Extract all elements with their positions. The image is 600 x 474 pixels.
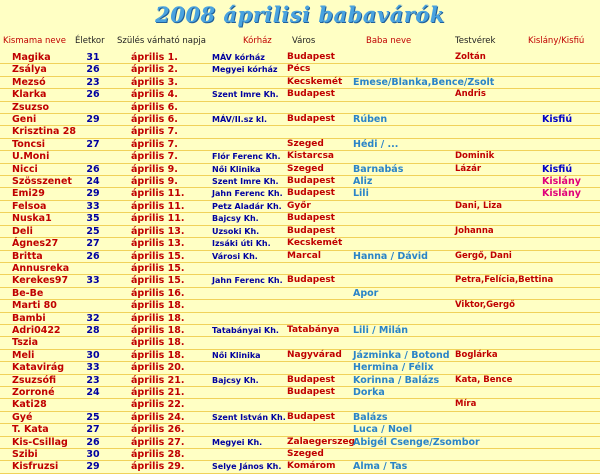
table-row xyxy=(0,139,600,151)
cell-city: Szeged xyxy=(287,163,324,174)
cell-baby: Hédi / ... xyxy=(353,138,399,150)
cell-hospital: Jahn Ferenc Kh. xyxy=(212,189,283,199)
cell-city: Szeged xyxy=(287,449,324,459)
cell-age: 29 xyxy=(86,461,100,473)
cell-city: Budapest xyxy=(287,52,335,62)
cell-name: Kisfruzsi xyxy=(12,461,59,473)
cell-hospital: Szent István Kh. xyxy=(212,412,286,422)
cell-baby: Lili xyxy=(353,188,369,200)
cell-hospital: Bajcsy Kh. xyxy=(212,214,259,224)
cell-siblings: Lázár xyxy=(455,163,482,174)
table-row xyxy=(0,126,600,138)
cell-name: Zorroné xyxy=(12,386,55,398)
cell-name: Bambi xyxy=(12,312,46,324)
cell-siblings: Kata, Bence xyxy=(455,374,513,385)
cell-date: április 27. xyxy=(131,436,185,448)
header-age: Életkor xyxy=(75,36,105,46)
cell-date: április 15. xyxy=(131,250,185,262)
cell-hospital: Szent Imre Kh. xyxy=(212,90,279,100)
cell-date: április 4. xyxy=(131,89,178,101)
cell-age: 26 xyxy=(86,436,100,448)
cell-hospital: Női Klinika xyxy=(212,350,261,360)
cell-name: Magika xyxy=(12,52,51,63)
cell-siblings: Dani, Liza xyxy=(455,200,502,211)
cell-name: Emi29 xyxy=(12,188,45,200)
cell-name: Krisztina 28 xyxy=(12,126,76,138)
table-row xyxy=(0,52,600,64)
cell-date: április 24. xyxy=(131,411,185,423)
table-row xyxy=(0,263,600,275)
cell-date: április 11. xyxy=(131,188,185,200)
cell-name: Geni xyxy=(12,114,37,126)
table-row xyxy=(0,188,600,200)
cell-name: Meli xyxy=(12,349,35,361)
table-row xyxy=(0,424,600,436)
cell-name: T. Kata xyxy=(12,424,49,436)
cell-age: 26 xyxy=(86,64,100,76)
cell-name: Katavirág xyxy=(12,362,65,374)
cell-name: Felsoa xyxy=(12,200,47,212)
cell-hospital: Szent Imre Kh. xyxy=(212,177,279,187)
cell-date: április 2. xyxy=(131,64,178,76)
table-row xyxy=(0,176,600,188)
cell-age: 35 xyxy=(86,213,100,225)
page-title: 2008 áprilisi babavárók xyxy=(155,2,445,27)
cell-baby: Apor xyxy=(353,287,379,299)
table-row xyxy=(0,89,600,101)
cell-age: 23 xyxy=(86,374,100,386)
header-baby: Baba neve xyxy=(366,36,412,46)
table-row xyxy=(0,102,600,114)
cell-baby: Hermina / Félix xyxy=(353,362,434,374)
table-row xyxy=(0,114,600,126)
table-row xyxy=(0,300,600,312)
cell-date: április 3. xyxy=(131,76,178,88)
cell-date: április 26. xyxy=(131,424,185,436)
cell-age: 27 xyxy=(86,238,100,250)
table-row xyxy=(0,251,600,263)
cell-city: Kecskemét xyxy=(287,238,343,249)
cell-age: 33 xyxy=(86,275,100,287)
cell-age: 30 xyxy=(86,349,100,361)
cell-name: Szösszenet xyxy=(12,176,72,188)
table-row xyxy=(0,151,600,163)
cell-hospital: Jahn Ferenc Kh. xyxy=(212,276,283,286)
cell-name: Toncsi xyxy=(12,138,46,150)
cell-name: U.Moni xyxy=(12,151,50,163)
cell-name: Gyé xyxy=(12,411,33,423)
cell-age: 29 xyxy=(86,188,100,200)
cell-baby: Dorka xyxy=(353,386,385,398)
cell-date: április 7. xyxy=(131,151,178,163)
cell-date: április 21. xyxy=(131,386,185,398)
cell-baby: Balázs xyxy=(353,411,388,423)
table-row xyxy=(0,201,600,213)
cell-hospital: Megyei kórház xyxy=(212,65,278,75)
table-row xyxy=(0,350,600,362)
cell-age: 29 xyxy=(86,114,100,126)
cell-age: 33 xyxy=(86,362,100,374)
cell-hospital: Uzsoki Kh. xyxy=(212,226,260,236)
header-hospital: Kórház xyxy=(243,36,272,46)
cell-date: április 18. xyxy=(131,300,185,312)
cell-city: Zalaegerszeg xyxy=(287,436,355,447)
cell-city: Budapest xyxy=(287,114,335,125)
cell-name: Be-Be xyxy=(12,287,44,299)
cell-date: április 18. xyxy=(131,324,185,336)
cell-baby: Aliz xyxy=(353,176,373,188)
cell-city: Budapest xyxy=(287,89,335,100)
cell-age: 24 xyxy=(86,386,100,398)
cell-age: 31 xyxy=(86,52,100,63)
cell-city: Komárom xyxy=(287,461,336,472)
table-row xyxy=(0,437,600,449)
cell-name: Mezsó xyxy=(12,76,46,88)
table-row xyxy=(0,387,600,399)
cell-date: április 7. xyxy=(131,138,178,150)
cell-baby: Barnabás xyxy=(353,163,404,175)
cell-siblings: Petra,Felícia,Bettina xyxy=(455,275,554,286)
cell-sex: Kisfiú xyxy=(542,114,573,126)
cell-date: április 18. xyxy=(131,349,185,361)
cell-sex: Kisfiú xyxy=(542,163,573,175)
cell-city: Kecskemét xyxy=(287,76,343,87)
cell-date: április 20. xyxy=(131,362,185,374)
cell-date: április 7. xyxy=(131,126,178,138)
table-row xyxy=(0,77,600,89)
table-body xyxy=(0,52,600,474)
cell-sex: Kislány xyxy=(542,188,581,200)
cell-age: 26 xyxy=(86,163,100,175)
cell-hospital: Bajcsy Kh. xyxy=(212,375,259,385)
cell-siblings: Johanna xyxy=(455,225,494,236)
cell-date: április 16. xyxy=(131,287,185,299)
cell-name: Marti 80 xyxy=(12,300,57,312)
cell-date: április 11. xyxy=(131,200,185,212)
cell-city: Budapest xyxy=(287,225,335,236)
cell-date: április 9. xyxy=(131,176,178,188)
cell-hospital: MÁV kórház xyxy=(212,53,265,62)
cell-age: 27 xyxy=(86,424,100,436)
cell-hospital: Petz Aladár Kh. xyxy=(212,201,282,211)
table-row xyxy=(0,288,600,300)
cell-city: Budapest xyxy=(287,374,335,385)
header-name: Kismama neve xyxy=(3,36,66,46)
table-row xyxy=(0,449,600,461)
cell-name: Ágnes27 xyxy=(12,238,59,250)
cell-date: április 21. xyxy=(131,374,185,386)
cell-date: április 22. xyxy=(131,399,185,411)
cell-sex: Kislány xyxy=(542,176,581,188)
table-row xyxy=(0,313,600,325)
cell-baby: Rúben xyxy=(353,114,388,126)
cell-hospital: Városi Kh. xyxy=(212,251,258,261)
cell-city: Budapest xyxy=(287,275,335,286)
cell-date: április 15. xyxy=(131,275,185,287)
cell-hospital: MÁV/II.sz kl. xyxy=(212,115,268,125)
table-row xyxy=(0,399,600,411)
cell-age: 32 xyxy=(86,312,100,324)
cell-baby: Abigél Csenge/Zsombor xyxy=(353,436,480,448)
cell-siblings: Gergő, Dani xyxy=(455,250,512,261)
cell-name: Klarka xyxy=(12,89,47,101)
cell-siblings: Viktor,Gergő xyxy=(455,300,515,311)
table-row xyxy=(0,238,600,250)
cell-baby: Alma / Tas xyxy=(353,461,408,473)
cell-city: Nagyvárad xyxy=(287,349,342,360)
cell-city: Budapest xyxy=(287,386,335,397)
cell-city: Szeged xyxy=(287,138,324,149)
cell-name: Kis-Csillag xyxy=(12,436,68,448)
cell-city: Budapest xyxy=(287,213,335,224)
cell-name: Zsálya xyxy=(12,64,47,76)
cell-name: Nicci xyxy=(12,163,38,175)
cell-baby: Lili / Milán xyxy=(353,324,409,336)
cell-name: Nuska1 xyxy=(12,213,52,225)
cell-baby: Emese/Blanka,Bence/Zsolt xyxy=(353,76,495,88)
cell-age: 26 xyxy=(86,250,100,262)
cell-age: 30 xyxy=(86,449,100,460)
table-row xyxy=(0,275,600,287)
cell-hospital: Női Klinika xyxy=(212,164,261,174)
cell-name: Annusreka xyxy=(12,262,70,274)
cell-baby: Hanna / Dávid xyxy=(353,250,428,262)
cell-city: Budapest xyxy=(287,188,335,199)
cell-age: 33 xyxy=(86,200,100,212)
cell-siblings: Dominik xyxy=(455,151,495,162)
cell-siblings: Boglárka xyxy=(455,349,498,360)
cell-siblings: Zoltán xyxy=(455,52,486,62)
cell-siblings: Míra xyxy=(455,399,477,410)
cell-baby: Jázminka / Botond xyxy=(353,349,450,361)
cell-date: április 6. xyxy=(131,101,178,113)
cell-date: április 13. xyxy=(131,238,185,250)
header-siblings: Testvérek xyxy=(455,36,496,46)
cell-city: Budapest xyxy=(287,411,335,422)
cell-name: Kati28 xyxy=(12,399,47,411)
cell-date: április 18. xyxy=(131,312,185,324)
cell-date: április 29. xyxy=(131,461,185,473)
cell-city: Tatabánya xyxy=(287,324,340,335)
cell-age: 23 xyxy=(86,76,100,88)
cell-name: Zsuzso xyxy=(12,101,50,113)
header-date: Szülés várható napja xyxy=(117,36,206,46)
cell-city: Kistarcsa xyxy=(287,151,334,162)
cell-name: Zsuzsófi xyxy=(12,374,57,386)
cell-age: 27 xyxy=(86,138,100,150)
cell-date: április 9. xyxy=(131,163,178,175)
cell-city: Marcal xyxy=(287,250,321,261)
cell-age: 24 xyxy=(86,176,100,188)
cell-baby: Korinna / Balázs xyxy=(353,374,440,386)
table-row xyxy=(0,337,600,349)
cell-age: 25 xyxy=(86,225,100,237)
header-sex: Kislány/Kisfiú xyxy=(528,36,585,46)
table-row xyxy=(0,64,600,76)
cell-city: Budapest xyxy=(287,176,335,187)
cell-age: 26 xyxy=(86,89,100,101)
cell-date: április 13. xyxy=(131,225,185,237)
table-row xyxy=(0,412,600,424)
cell-baby: Luca / Noel xyxy=(353,424,413,436)
cell-city: Pécs xyxy=(287,64,311,75)
cell-name: Deli xyxy=(12,225,33,237)
table-row xyxy=(0,325,600,337)
header-city: Város xyxy=(292,36,316,46)
cell-age: 25 xyxy=(86,411,100,423)
cell-hospital: Selye János Kh. xyxy=(212,462,282,472)
table-row xyxy=(0,213,600,225)
cell-date: április 15. xyxy=(131,262,185,274)
table-row xyxy=(0,164,600,176)
cell-name: Szibi xyxy=(12,449,38,460)
cell-siblings: Andris xyxy=(455,89,486,100)
cell-city: Győr xyxy=(287,200,311,211)
cell-name: Kerekes97 xyxy=(12,275,69,287)
cell-date: április 6. xyxy=(131,114,178,126)
cell-hospital: Tatabányai Kh. xyxy=(212,325,279,335)
cell-date: április 18. xyxy=(131,337,185,349)
table-row xyxy=(0,375,600,387)
cell-name: Tszia xyxy=(12,337,39,349)
table-row xyxy=(0,226,600,238)
cell-hospital: Flór Ferenc Kh. xyxy=(212,152,281,162)
table-row xyxy=(0,362,600,374)
cell-hospital: Megyei Kh. xyxy=(212,437,263,447)
cell-date: április 28. xyxy=(131,449,185,460)
cell-date: április 1. xyxy=(131,52,178,63)
cell-date: április 11. xyxy=(131,213,185,225)
cell-name: Britta xyxy=(12,250,43,262)
cell-name: Adri0422 xyxy=(12,324,61,336)
cell-age: 28 xyxy=(86,324,100,336)
cell-hospital: Izsáki úti Kh. xyxy=(212,239,271,249)
